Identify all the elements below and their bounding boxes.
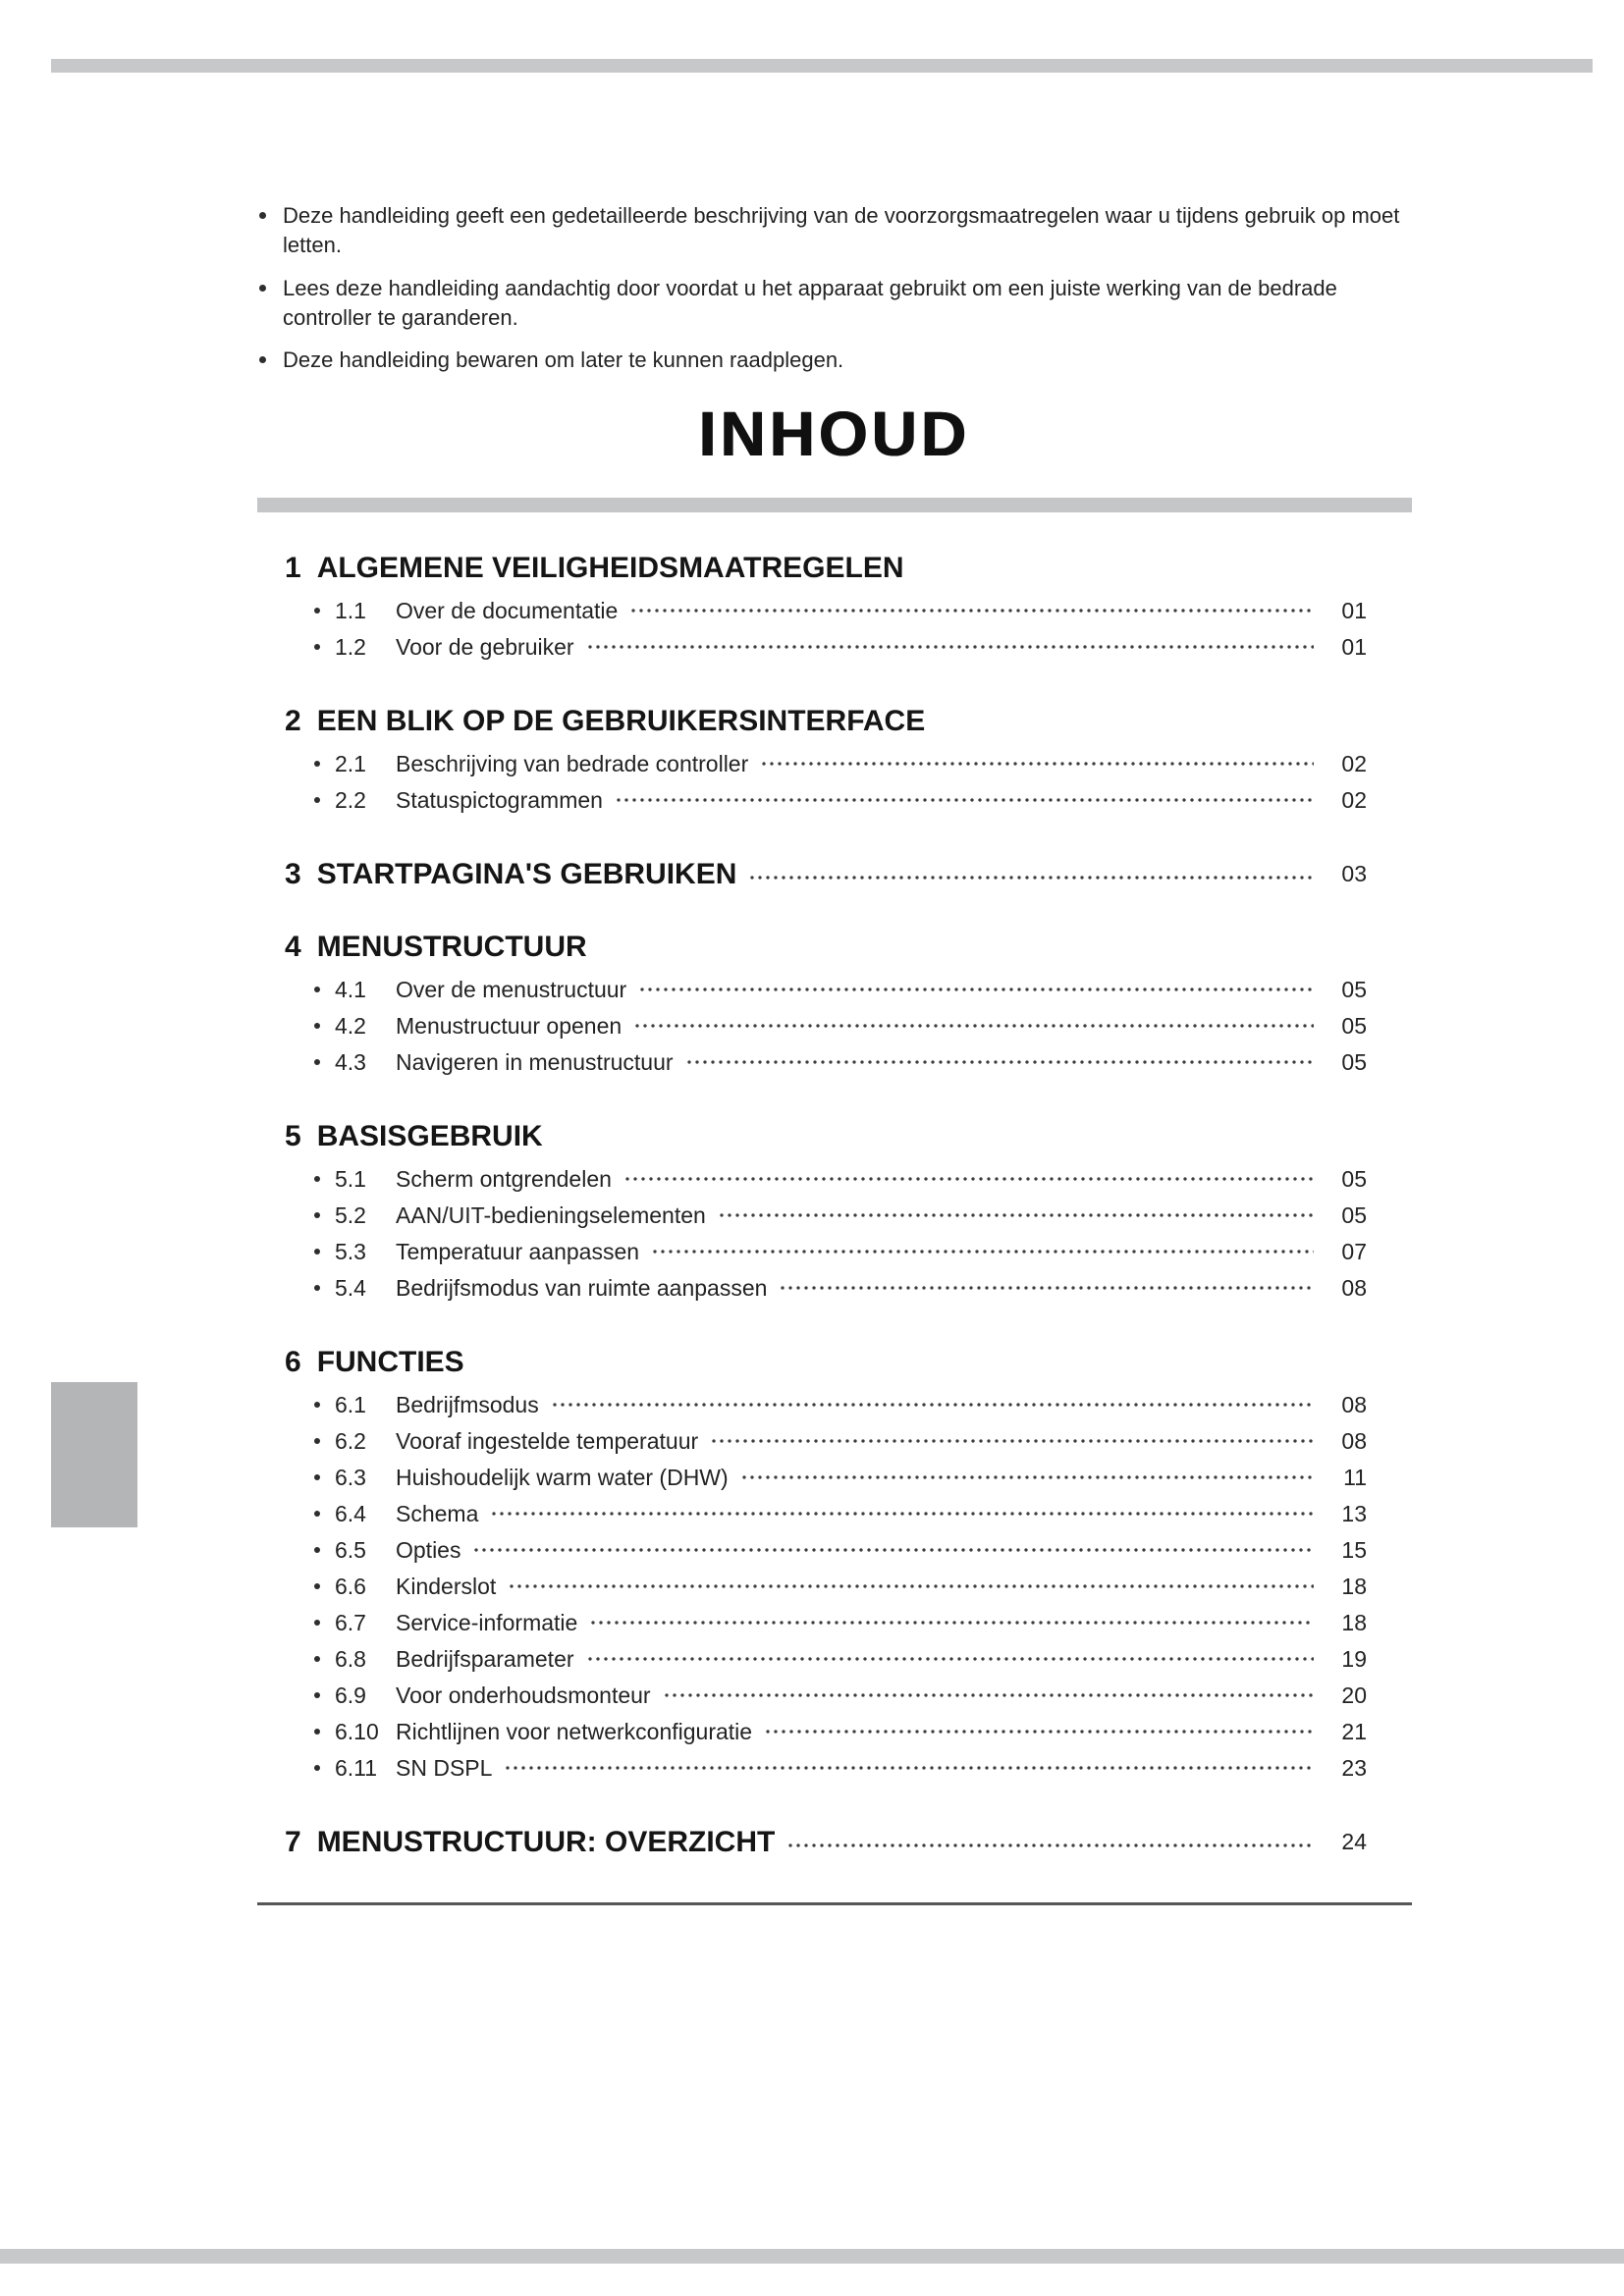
dot-leader xyxy=(742,1475,1314,1479)
toc-item-number: 6.8 xyxy=(335,1645,366,1672)
bullet-icon xyxy=(314,987,320,992)
toc-section-header xyxy=(285,1826,1412,1859)
bullet-icon xyxy=(314,608,320,614)
dot-leader xyxy=(781,1286,1314,1290)
toc-item-page: 08 xyxy=(1341,1274,1367,1301)
toc-item-label: Temperatuur aanpassen xyxy=(396,1238,640,1264)
toc-item-page: 13 xyxy=(1341,1500,1367,1526)
toc-item-number: 2.2 xyxy=(335,786,366,813)
toc-item-label: Statuspictogrammen xyxy=(396,786,603,813)
bullet-icon xyxy=(314,1285,320,1291)
top-divider-bar xyxy=(51,59,1593,73)
toc-item-page: 08 xyxy=(1341,1391,1367,1417)
side-tab-marker xyxy=(51,1382,137,1527)
toc-item-number: 6.2 xyxy=(335,1427,366,1454)
toc-section-header xyxy=(285,931,1412,964)
toc-item-number: 6.3 xyxy=(335,1464,366,1490)
intro-bullet-text: Lees deze handleiding aandachtig door voordat u het apparaat gebruikt om een juiste werking van de bedrade controller te garanderen. xyxy=(283,275,1337,331)
toc-item-page: 21 xyxy=(1341,1718,1367,1744)
dot-leader xyxy=(720,1213,1314,1217)
toc-item xyxy=(314,1641,1412,1678)
dot-leader xyxy=(631,609,1314,613)
dot-leader xyxy=(588,645,1314,649)
toc-item-number: 1.2 xyxy=(335,633,366,660)
toc-section-page: 24 xyxy=(1341,1829,1367,1855)
toc-item-label: SN DSPL xyxy=(396,1754,493,1781)
toc-section-number: 3 xyxy=(285,857,301,890)
dot-leader xyxy=(640,988,1314,991)
bullet-icon xyxy=(314,1176,320,1182)
toc-item-page: 05 xyxy=(1341,1201,1367,1228)
toc-item-label: Kinderslot xyxy=(396,1573,497,1599)
dot-leader xyxy=(762,762,1314,766)
toc-item-label: Vooraf ingestelde temperatuur xyxy=(396,1427,699,1454)
toc-item-label: Voor de gebruiker xyxy=(396,633,574,660)
toc-item xyxy=(314,1008,1412,1044)
toc-item-number: 5.3 xyxy=(335,1238,366,1264)
toc-item-label: Bedrijfsmodus van ruimte aanpassen xyxy=(396,1274,768,1301)
toc-item-page: 11 xyxy=(1343,1464,1367,1490)
toc-item-label: Richtlijnen voor netwerkconfiguratie xyxy=(396,1718,753,1744)
bullet-icon xyxy=(314,1583,320,1589)
toc-item-page: 01 xyxy=(1341,597,1367,623)
toc-item-page: 18 xyxy=(1341,1573,1367,1599)
bullet-icon xyxy=(314,1511,320,1517)
toc-item-page: 23 xyxy=(1341,1754,1367,1781)
dot-leader xyxy=(474,1548,1314,1552)
toc-section-number: 5 xyxy=(285,1119,301,1152)
bottom-divider-bar xyxy=(0,2249,1624,2264)
toc-section-number: 1 xyxy=(285,551,301,584)
toc-item-page: 01 xyxy=(1341,633,1367,660)
toc-item-number: 6.4 xyxy=(335,1500,366,1526)
toc-item-label: Voor onderhoudsmonteur xyxy=(396,1682,651,1708)
intro-bullet-text: Deze handleiding bewaren om later te kunnen raadplegen. xyxy=(283,347,844,373)
intro-bullets xyxy=(257,201,1412,376)
toc-section-number: 4 xyxy=(285,930,301,963)
toc-item-label: Service-informatie xyxy=(396,1609,578,1635)
toc-item xyxy=(314,1270,1412,1307)
toc-item xyxy=(314,629,1412,666)
dot-leader xyxy=(653,1250,1314,1254)
toc xyxy=(257,552,1412,1859)
toc-item-page: 02 xyxy=(1341,750,1367,776)
toc-item xyxy=(314,746,1412,782)
toc-item xyxy=(314,1387,1412,1423)
toc-section-title: BASISGEBRUIK xyxy=(316,1119,543,1152)
toc-section-title: STARTPAGINA'S GEBRUIKEN xyxy=(316,857,737,890)
toc-item xyxy=(314,1496,1412,1532)
toc-item xyxy=(314,1044,1412,1081)
toc-section-header xyxy=(285,1120,1412,1153)
toc-item xyxy=(314,1678,1412,1714)
toc-item-page: 08 xyxy=(1341,1427,1367,1454)
bottom-rule xyxy=(257,1902,1412,1905)
toc-item-number: 6.6 xyxy=(335,1573,366,1599)
toc-item xyxy=(314,1714,1412,1750)
toc-item-label: Opties xyxy=(396,1536,461,1563)
dot-leader xyxy=(591,1621,1314,1625)
toc-item-label: Huishoudelijk warm water (DHW) xyxy=(396,1464,729,1490)
toc-item xyxy=(314,1198,1412,1234)
toc-item-page: 05 xyxy=(1341,976,1367,1002)
toc-item-number: 6.1 xyxy=(335,1391,366,1417)
toc-item xyxy=(314,1161,1412,1198)
toc-item-number: 1.1 xyxy=(335,597,366,623)
toc-item xyxy=(314,1460,1412,1496)
toc-item-number: 6.9 xyxy=(335,1682,366,1708)
page-content xyxy=(257,201,1412,1905)
toc-item-label: Bedrijfmsodus xyxy=(396,1391,539,1417)
bullet-icon xyxy=(314,1474,320,1480)
toc-item-page: 02 xyxy=(1341,786,1367,813)
toc-section-number: 6 xyxy=(285,1345,301,1378)
toc-item-number: 5.2 xyxy=(335,1201,366,1228)
toc-item-number: 2.1 xyxy=(335,750,366,776)
toc-item xyxy=(314,593,1412,629)
toc-section-page: 03 xyxy=(1341,861,1367,887)
dot-leader xyxy=(665,1693,1314,1697)
toc-section-header xyxy=(285,705,1412,738)
bullet-icon xyxy=(314,1212,320,1218)
toc-item-page: 05 xyxy=(1341,1012,1367,1039)
toc-item-label: AAN/UIT-bedieningselementen xyxy=(396,1201,706,1228)
toc-item-number: 4.3 xyxy=(335,1048,366,1075)
bullet-icon xyxy=(314,1692,320,1698)
toc-item-label: Schema xyxy=(396,1500,479,1526)
bullet-icon xyxy=(314,797,320,803)
toc-item xyxy=(314,1423,1412,1460)
bullet-icon xyxy=(259,212,266,219)
toc-item-number: 5.1 xyxy=(335,1165,366,1192)
toc-item-label: Navigeren in menustructuur xyxy=(396,1048,674,1075)
bullet-icon xyxy=(314,1547,320,1553)
toc-item xyxy=(314,1605,1412,1641)
toc-section-title: MENUSTRUCTUUR xyxy=(316,930,587,963)
toc-item xyxy=(314,1569,1412,1605)
dot-leader xyxy=(712,1439,1314,1443)
dot-leader xyxy=(766,1730,1314,1734)
toc-item-label: Over de documentatie xyxy=(396,597,619,623)
bullet-icon xyxy=(314,1249,320,1255)
bullet-icon xyxy=(314,1765,320,1771)
bullet-icon xyxy=(314,1620,320,1626)
toc-section-title: FUNCTIES xyxy=(316,1345,464,1378)
toc-item-number: 6.5 xyxy=(335,1536,366,1563)
toc-section-header xyxy=(285,858,1412,891)
toc-section-number: 7 xyxy=(285,1825,301,1858)
intro-bullet-item xyxy=(257,201,1412,261)
toc-section-title: MENUSTRUCTUUR: OVERZICHT xyxy=(316,1825,776,1858)
dot-leader xyxy=(625,1177,1314,1181)
dot-leader xyxy=(553,1403,1314,1407)
dot-leader xyxy=(506,1766,1314,1770)
toc-item-label: Over de menustructuur xyxy=(396,976,627,1002)
toc-section-title: EEN BLIK OP DE GEBRUIKERSINTERFACE xyxy=(316,704,926,737)
bullet-icon xyxy=(314,1438,320,1444)
toc-section-title: ALGEMENE VEILIGHEIDSMAATREGELEN xyxy=(316,551,904,584)
dot-leader xyxy=(750,876,1314,880)
toc-item-page: 07 xyxy=(1341,1238,1367,1264)
toc-section-header xyxy=(285,552,1412,585)
intro-bullet-item xyxy=(257,274,1412,334)
toc-item-label: Menustructuur openen xyxy=(396,1012,623,1039)
dot-leader xyxy=(510,1584,1314,1588)
bullet-icon xyxy=(314,1656,320,1662)
toc-item-page: 05 xyxy=(1341,1048,1367,1075)
page-title: INHOUD xyxy=(698,398,971,469)
dot-leader xyxy=(788,1843,1314,1847)
toc-item-label: Scherm ontgrendelen xyxy=(396,1165,612,1192)
intro-bullet-item xyxy=(257,346,1412,375)
bullet-icon xyxy=(259,356,266,363)
toc-section-number: 2 xyxy=(285,704,301,737)
bullet-icon xyxy=(314,644,320,650)
toc-item-number: 6.11 xyxy=(335,1754,378,1781)
dot-leader xyxy=(492,1512,1314,1516)
bullet-icon xyxy=(314,1402,320,1408)
dot-leader xyxy=(588,1657,1314,1661)
toc-item-page: 18 xyxy=(1341,1609,1367,1635)
dot-leader xyxy=(617,798,1314,802)
title-underline-bar xyxy=(257,498,1412,512)
toc-item-page: 20 xyxy=(1341,1682,1367,1708)
toc-item-label: Bedrijfsparameter xyxy=(396,1645,574,1672)
bullet-icon xyxy=(314,1023,320,1029)
bullet-icon xyxy=(314,761,320,767)
toc-section-header xyxy=(285,1346,1412,1379)
toc-item xyxy=(314,1750,1412,1787)
toc-item-number: 6.10 xyxy=(335,1718,379,1744)
toc-item-page: 15 xyxy=(1341,1536,1367,1563)
toc-item-number: 4.1 xyxy=(335,976,366,1002)
bullet-icon xyxy=(259,285,266,292)
toc-item xyxy=(314,782,1412,819)
toc-item-page: 19 xyxy=(1341,1645,1367,1672)
toc-item-number: 5.4 xyxy=(335,1274,366,1301)
toc-item-number: 6.7 xyxy=(335,1609,366,1635)
toc-item xyxy=(314,972,1412,1008)
bullet-icon xyxy=(314,1059,320,1065)
toc-item-label: Beschrijving van bedrade controller xyxy=(396,750,749,776)
intro-bullet-text: Deze handleiding geeft een gedetailleerde beschrijving van de voorzorgsmaatregelen waar u tijdens gebruik op moet letten. xyxy=(283,203,1400,258)
dot-leader xyxy=(687,1060,1314,1064)
dot-leader xyxy=(635,1024,1314,1028)
toc-item xyxy=(314,1234,1412,1270)
toc-item-number: 4.2 xyxy=(335,1012,366,1039)
toc-item xyxy=(314,1532,1412,1569)
bullet-icon xyxy=(314,1729,320,1735)
toc-item-page: 05 xyxy=(1341,1165,1367,1192)
